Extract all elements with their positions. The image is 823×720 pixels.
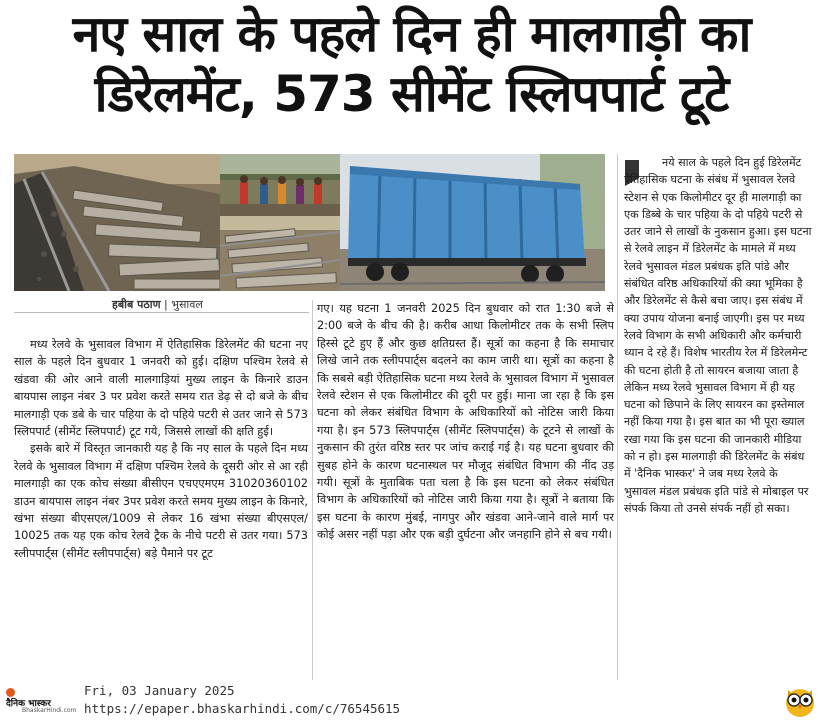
article-column-left (14, 336, 308, 680)
owl-icon (782, 682, 818, 718)
headline-line-2: डिरेलमेंट, 573 सीमेंट स्लिपपार्ट टूटे (94, 65, 729, 123)
column-divider (617, 154, 618, 680)
credit-author: हबीब पठाण (112, 298, 161, 311)
paragraph: इसके बारे में विस्तृत जानकारी यह है कि नए साल के पहले दिन मध्य रेलवे के भुसावल विभाग में दक्षिण पश्चिम रेलवे के दूसरी ओर से आ रही मालगाड़ी का एक कोच संख्या बीसीएन एचएएमएम 31020360102 डाउन बायपास लाइन नंबर 3पर प्रवेश करते समय मुख्य लाइन के किनारे, खंभा संख्या बीएसएल/1009 से लेकर 16 खंभा संख्या बीएसएल/ 10025 तक यह एक कोच रेलवे ट्रैक के नीचे पटरी से उतर गया। 573 स्लीपपार्ट्स (सीमेंट स्लीपपार्ट्स) बड़े पैमाने पर टूट (14, 442, 308, 560)
footer-date: Fri, 03 January 2025 (84, 683, 235, 698)
credit-place: भुसावल (171, 298, 203, 311)
credit-divider (14, 312, 309, 313)
brand-subtitle: BhaskarHindi.com (22, 707, 77, 714)
article-column-middle (317, 300, 614, 680)
photo-derailed-wagon (340, 154, 605, 291)
photo-workers (220, 154, 340, 216)
headline-line-1: नए साल के पहले दिन ही मालगाड़ी का (72, 5, 751, 63)
headline (0, 4, 823, 124)
photo-rail-line (220, 216, 340, 291)
photo-broken-sleepers (14, 154, 220, 291)
paragraph: नये साल के पहले दिन हुई डिरेलमेंट ऐतिहासिक घटना के संबंध में भुसावल रेलवे स्टेशन से एक किलोमीटर दूर ही मालगाड़ी का एक डिब्बे के चार पहिया के दो पहिये पटरी से उतर जाने से लाखों के नुकसान हुआ। इस घटना से रेलवे लाइन में डिरेलमेंट के मामले में मध्य रेलवे भुसावल मंडल प्रबंधक इति पांडे और संबंधित वरिष्ठ अधिकारियों की क्या भूमिका है और डिरेलमेंट से कैसे बचा जाए। इस संबंध में क्या उपाय योजना बनाई जाएगी। इस पर मध्य रेलवे विभाग के सभी अधिकारी और कर्मचारी ध्यान दे रहे हैं। विशेष भारतीय रेल में डिरेलमेन्ट की घटना होती है तो सायरन बजाया जाता है लेकिन मध्य रेलवे भुसावल विभाग में ही यह घटना को छिपाने के लिए सायरन का इस्तेमाल नहीं किया गया है। इस बात का भी पूरा ख्याल रखा गया कि इस घटना की जानकारी मीडिया को न हो। इस मालगाड़ी की डिरेलमेंट के संबंध में 'दैनिक भास्कर' ने जब मध्य रेलवे के भुसावल मंडल प्रबंधक इति पांडे से मोबाइल पर संपर्क किया तो उनसे संपर्क नहीं हो सका। (624, 156, 812, 515)
brand-name: दैनिक भास्कर (6, 699, 51, 709)
credit-separator: | (164, 298, 168, 311)
photo-credit (112, 297, 203, 312)
footer-url[interactable]: https://epaper.bhaskarhindi.com/c/76545615 (84, 701, 401, 716)
paragraph: मध्य रेलवे के भुसावल विभाग में ऐतिहासिक डिरेलमेंट की घटना नए साल के पहले दिन बुधवार 1 जनवरी को हुई। दक्षिण पश्चिम रेलवे से खंडवा की ओर आने वाली मालगाड़ियां मुख्य लाइन के किनारे डाउन बायपास लाइन नंबर 3 पर प्रवेश करते समय रात डेढ़ से दो बजे के बीच मालगाड़ी एक डबे के चार पहिया के दो पहिये पटरी से उतर जाने से 573 स्लिपपार्ट (सीमेंट स्लिपपार्ट) टूट गये, जिससे लाखों की क्षति हुई। (14, 338, 308, 439)
paragraph: गए। यह घटना 1 जनवरी 2025 दिन बुधवार को रात 1:30 बजे से 2:00 बजे के बीच की है। करीब आधा किलोमीटर तक के सभी स्लिप हिस्से टूटे हुए हैं और कुछ क्षतिग्रस्त हैं। सूत्रों का कहना है कि समाचार लिखे जाने तक स्लीपपार्ट्स बदलने का काम जारी था। सूत्रों का कहना है कि सबसे बड़ी ऐतिहासिक घटना मध्य रेलवे के भुसावल विभाग में भुसावल रेलवे स्टेशन से एक किलोमीटर की दूरी पर हुई। माना जा रहा है कि इस घटना को लेकर संबंधित विभाग के अधिकारियों को नोटिस जारी किया गया है। इन 573 स्लिपपार्ट्स (सीमेंट स्लिपपार्ट्स) के टूटने से लाखों के नुकसान की तुरंत वरिष्ठ स्तर पर जांच कराई गई है। यह घटना बुधवार की सुबह होने के कारण घटनास्थल पर मौजूद संबंधित विभाग की नींद उड़ गयी। सूत्रों के मुताबिक पता चला है कि इस घटना को लेकर संबंधित विभाग के अधिकारियों को नोटिस जारी किया गया है। सूत्रों ने बताया कि इस घटना के कारण मुंबई, नागपुर और खंडवा आने-जाने वाले मार्ग पर कोई असर नहीं पड़ा और एक बड़ी दुर्घटना और जनहानि होने से बच गयी। (317, 302, 614, 542)
brand-logo[interactable] (6, 688, 76, 714)
column-divider (312, 300, 313, 680)
article-column-right (624, 154, 812, 679)
